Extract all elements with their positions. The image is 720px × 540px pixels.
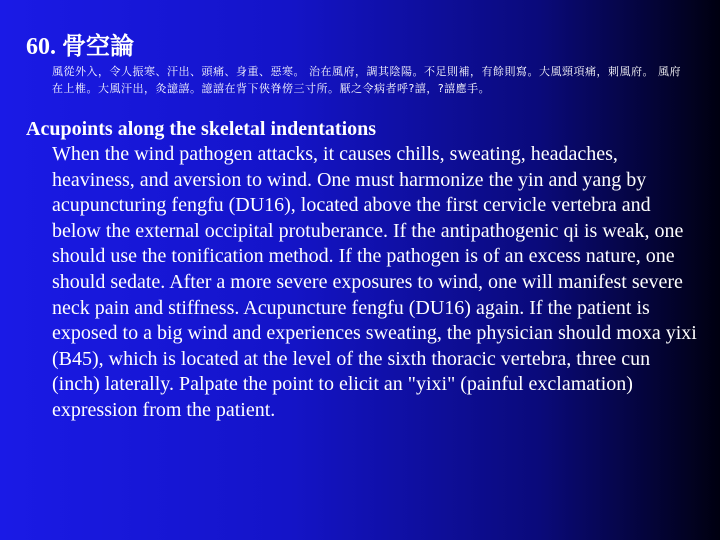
slide-title: 60. 骨空論	[26, 34, 134, 60]
chinese-source-text: 風從外入，令人振寒、汗出、頭痛、身重、惡寒。 治在風府，調其陰陽。不足則補，有餘則寫。大風頸項痛，刺風府。 風府在上椎。大風汗出，灸譩譆。譩譆在背下俠脊傍三寸所。厭之令病者呼?譆，?譆應手。	[52, 65, 681, 95]
section-heading: Acupoints along the skeletal indentations	[26, 118, 377, 140]
body-paragraph: When the wind pathogen attacks, it causes chills, sweating, headaches, heaviness, and aversion to wind. One must harmonize the yin and yang by acupuncturing fengfu (DU16), located above the first cervicle vertebra and below the external occipital protuberance. If the antipathogenic qi is weak, one should use the tonification method. If the pathogen is of an excess nature, one should sedate. After a more severe exposures to wind, one will manifest severe neck pain and stiffness. Acupuncture fengfu (DU16) again. If the patient is exposed to a big wind and experiences sweating, the physician should moxa yixi (B45), which is located at the level of the sixth thoracic vertebra, three cun (inch) laterally. Palpate the point to elicit an "yixi" (painful exclamation) expression from the patient.	[52, 143, 697, 421]
